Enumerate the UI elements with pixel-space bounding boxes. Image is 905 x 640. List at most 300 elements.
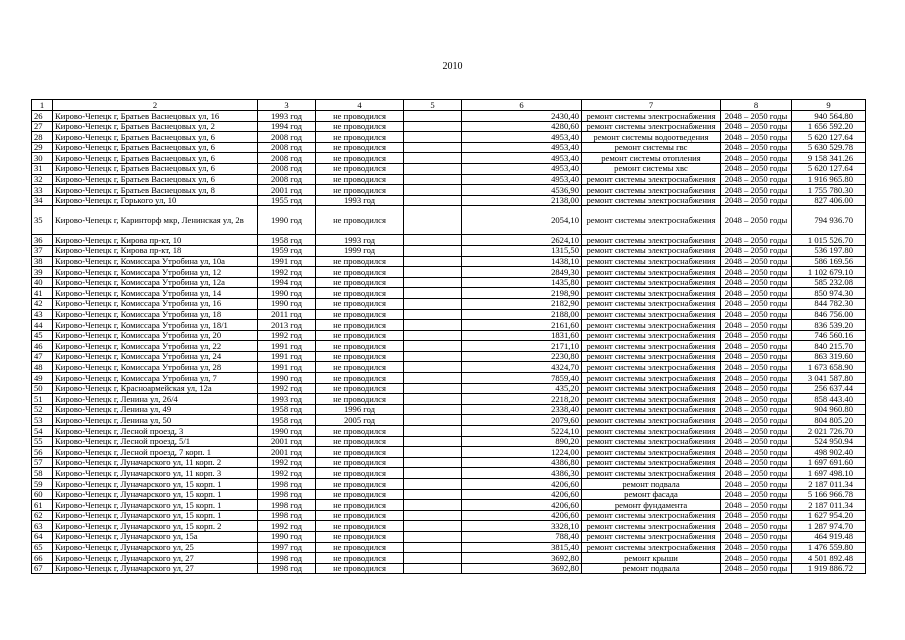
period-cell: 2048 – 2050 годы	[721, 457, 792, 468]
col-5-cell	[404, 404, 462, 415]
col-5-cell	[404, 373, 462, 384]
last-repair-year-cell: не проводился	[316, 163, 404, 174]
address-cell: Кирово-Чепецк г, Ленина ул, 26/4	[53, 394, 258, 405]
address-cell: Кирово-Чепецк г, Луначарского ул, 15 корп. 1	[53, 500, 258, 511]
area-cell: 4206,60	[462, 479, 582, 490]
address-cell: Кирово-Чепецк г, Лесной проезд, 3	[53, 426, 258, 437]
table-row	[32, 457, 866, 468]
cost-cell: 827 406.00	[792, 195, 866, 206]
col-5-cell	[404, 436, 462, 447]
cost-cell: 585 232.08	[792, 277, 866, 288]
row-number-cell: 56	[32, 447, 53, 458]
work-type-cell: ремонт системы электроснабжения	[582, 447, 721, 458]
last-repair-year-cell: 1999 год	[316, 245, 404, 256]
build-year-cell: 1991 год	[258, 362, 316, 373]
cost-cell: 1 673 658.90	[792, 362, 866, 373]
row-number-cell: 63	[32, 521, 53, 532]
table-row	[32, 362, 866, 373]
table-row	[32, 553, 866, 564]
area-cell: 4386,30	[462, 468, 582, 479]
row-number-cell: 47	[32, 351, 53, 362]
col-5-cell	[404, 320, 462, 331]
cost-cell: 1 102 679.10	[792, 267, 866, 278]
build-year-cell: 1955 год	[258, 195, 316, 206]
last-repair-year-cell: не проводился	[316, 531, 404, 542]
col-5-cell	[404, 521, 462, 532]
last-repair-year-cell: 1993 год	[316, 235, 404, 246]
row-number-cell: 54	[32, 426, 53, 437]
row-number-cell: 37	[32, 245, 53, 256]
cost-cell: 1 656 592.20	[792, 121, 866, 132]
work-type-cell: ремонт системы электроснабжения	[582, 394, 721, 405]
address-cell: Кирово-Чепецк г, Комиссара Утробина ул, 12	[53, 267, 258, 278]
area-cell: 1224,00	[462, 447, 582, 458]
last-repair-year-cell: не проводился	[316, 341, 404, 352]
address-cell: Кирово-Чепецк г, Луначарского ул, 15а	[53, 531, 258, 542]
work-type-cell: ремонт системы электроснабжения	[582, 341, 721, 352]
build-year-cell: 1994 год	[258, 277, 316, 288]
table-row	[32, 383, 866, 394]
period-cell: 2048 – 2050 годы	[721, 447, 792, 458]
address-cell: Кирово-Чепецк г, Комиссара Утробина ул, 22	[53, 341, 258, 352]
work-type-cell: ремонт системы электроснабжения	[582, 185, 721, 196]
work-type-cell: ремонт системы электроснабжения	[582, 521, 721, 532]
period-cell: 2048 – 2050 годы	[721, 468, 792, 479]
col-5-cell	[404, 510, 462, 521]
area-cell: 2079,60	[462, 415, 582, 426]
col-5-cell	[404, 383, 462, 394]
cost-cell: 2 021 726.70	[792, 426, 866, 437]
last-repair-year-cell: не проводился	[316, 447, 404, 458]
build-year-cell: 1998 год	[258, 489, 316, 500]
area-cell: 890,20	[462, 436, 582, 447]
last-repair-year-cell: не проводился	[316, 351, 404, 362]
work-type-cell: ремонт системы электроснабжения	[582, 309, 721, 320]
period-cell: 2048 – 2050 годы	[721, 404, 792, 415]
address-cell: Кирово-Чепецк г, Луначарского ул, 15 корп. 1	[53, 489, 258, 500]
address-cell: Кирово-Чепецк г, Братьев Васнецовых ул, 6	[53, 174, 258, 185]
build-year-cell: 1990 год	[258, 531, 316, 542]
work-type-cell: ремонт системы электроснабжения	[582, 267, 721, 278]
address-cell: Кирово-Чепецк г, Комиссара Утробина ул, 24	[53, 351, 258, 362]
col-5-cell	[404, 195, 462, 206]
period-cell: 2048 – 2050 годы	[721, 320, 792, 331]
address-cell: Кирово-Чепецк г, Комиссара Утробина ул, 7	[53, 373, 258, 384]
last-repair-year-cell: не проводился	[316, 500, 404, 511]
address-cell: Кирово-Чепецк г, Братьев Васнецовых ул, 6	[53, 163, 258, 174]
area-cell: 2218,20	[462, 394, 582, 405]
row-number-cell: 36	[32, 235, 53, 246]
area-cell: 2054,10	[462, 206, 582, 235]
period-cell: 2048 – 2050 годы	[721, 383, 792, 394]
col-5-cell	[404, 206, 462, 235]
row-number-cell: 55	[32, 436, 53, 447]
table-row	[32, 132, 866, 143]
address-cell: Кирово-Чепецк г, Луначарского ул, 15 корп. 2	[53, 521, 258, 532]
table-row	[32, 542, 866, 553]
cost-cell: 794 936.70	[792, 206, 866, 235]
work-type-cell: ремонт системы электроснабжения	[582, 235, 721, 246]
cost-cell: 1 919 886.72	[792, 563, 866, 574]
address-cell: Кирово-Чепецк г, Братьев Васнецовых ул, 8	[53, 185, 258, 196]
table-row	[32, 185, 866, 196]
build-year-cell: 2008 год	[258, 153, 316, 164]
last-repair-year-cell: не проводился	[316, 383, 404, 394]
address-cell: Кирово-Чепецк г, Комиссара Утробина ул, 28	[53, 362, 258, 373]
table-row	[32, 341, 866, 352]
last-repair-year-cell: не проводился	[316, 320, 404, 331]
address-cell: Кирово-Чепецк г, Луначарского ул, 27	[53, 563, 258, 574]
work-type-cell: ремонт системы электроснабжения	[582, 531, 721, 542]
area-cell: 2338,40	[462, 404, 582, 415]
build-year-cell: 1958 год	[258, 415, 316, 426]
area-cell: 1831,60	[462, 330, 582, 341]
area-cell: 4206,60	[462, 489, 582, 500]
row-number-cell: 57	[32, 457, 53, 468]
last-repair-year-cell: не проводился	[316, 142, 404, 153]
row-number-cell: 40	[32, 277, 53, 288]
last-repair-year-cell: не проводился	[316, 468, 404, 479]
area-cell: 4206,60	[462, 500, 582, 511]
period-cell: 2048 – 2050 годы	[721, 394, 792, 405]
row-number-cell: 52	[32, 404, 53, 415]
last-repair-year-cell: не проводился	[316, 277, 404, 288]
build-year-cell: 1990 год	[258, 373, 316, 384]
col-5-cell	[404, 153, 462, 164]
build-year-cell: 2013 год	[258, 320, 316, 331]
cost-cell: 858 443.40	[792, 394, 866, 405]
table-row	[32, 479, 866, 490]
cost-cell: 1 916 965.80	[792, 174, 866, 185]
col-5-cell	[404, 309, 462, 320]
period-cell: 2048 – 2050 годы	[721, 245, 792, 256]
last-repair-year-cell: не проводился	[316, 373, 404, 384]
cost-cell: 746 560.16	[792, 330, 866, 341]
row-number-cell: 34	[32, 195, 53, 206]
build-year-cell: 2001 год	[258, 436, 316, 447]
build-year-cell: 2008 год	[258, 142, 316, 153]
build-year-cell: 1992 год	[258, 330, 316, 341]
period-cell: 2048 – 2050 годы	[721, 277, 792, 288]
row-number-cell: 44	[32, 320, 53, 331]
row-number-cell: 49	[32, 373, 53, 384]
address-cell: Кирово-Чепецк г, Луначарского ул, 11 корп. 2	[53, 457, 258, 468]
build-year-cell: 2008 год	[258, 174, 316, 185]
address-cell: Кирово-Чепецк г, Братьев Васнецовых ул, 6	[53, 142, 258, 153]
address-cell: Кирово-Чепецк г, Кирова пр-кт, 18	[53, 245, 258, 256]
last-repair-year-cell: не проводился	[316, 489, 404, 500]
table-row	[32, 500, 866, 511]
last-repair-year-cell: не проводился	[316, 267, 404, 278]
address-cell: Кирово-Чепецк г, Комиссара Утробина ул, 14	[53, 288, 258, 299]
work-type-cell: ремонт крыши	[582, 553, 721, 564]
table-row	[32, 373, 866, 384]
table-row	[32, 394, 866, 405]
work-type-cell: ремонт системы электроснабжения	[582, 121, 721, 132]
build-year-cell: 1990 год	[258, 426, 316, 437]
area-cell: 4953,40	[462, 142, 582, 153]
col-5-cell	[404, 185, 462, 196]
row-number-cell: 35	[32, 206, 53, 235]
period-cell: 2048 – 2050 годы	[721, 426, 792, 437]
work-type-cell: ремонт системы электроснабжения	[582, 362, 721, 373]
table-row	[32, 245, 866, 256]
area-cell: 1315,50	[462, 245, 582, 256]
period-cell: 2048 – 2050 годы	[721, 142, 792, 153]
period-cell: 2048 – 2050 годы	[721, 111, 792, 122]
address-cell: Кирово-Чепецк г, Лесной проезд, 5/1	[53, 436, 258, 447]
cost-cell: 1 015 526.70	[792, 235, 866, 246]
work-type-cell: ремонт системы электроснабжения	[582, 542, 721, 553]
table-body	[32, 100, 866, 574]
page-number: 2010	[442, 61, 463, 72]
col-5-cell	[404, 132, 462, 143]
last-repair-year-cell: не проводился	[316, 153, 404, 164]
column-number-cell: 4	[316, 100, 404, 111]
cost-cell: 256 637.44	[792, 383, 866, 394]
address-cell: Кирово-Чепецк г, Комиссара Утробина ул, 10а	[53, 256, 258, 267]
col-5-cell	[404, 415, 462, 426]
work-type-cell: ремонт системы электроснабжения	[582, 510, 721, 521]
table-row	[32, 163, 866, 174]
cost-cell: 1 755 780.30	[792, 185, 866, 196]
build-year-cell: 1998 год	[258, 510, 316, 521]
last-repair-year-cell: не проводился	[316, 309, 404, 320]
area-cell: 7859,40	[462, 373, 582, 384]
row-number-cell: 59	[32, 479, 53, 490]
period-cell: 2048 – 2050 годы	[721, 415, 792, 426]
area-cell: 4953,40	[462, 132, 582, 143]
work-type-cell: ремонт фасада	[582, 489, 721, 500]
last-repair-year-cell: не проводился	[316, 510, 404, 521]
work-type-cell: ремонт системы электроснабжения	[582, 330, 721, 341]
address-cell: Кирово-Чепецк г, Комиссара Утробина ул, 12а	[53, 277, 258, 288]
area-cell: 4206,60	[462, 510, 582, 521]
cost-cell: 2 187 011.34	[792, 479, 866, 490]
row-number-cell: 51	[32, 394, 53, 405]
last-repair-year-cell: не проводился	[316, 563, 404, 574]
area-cell: 3692,80	[462, 553, 582, 564]
table-row	[32, 298, 866, 309]
period-cell: 2048 – 2050 годы	[721, 132, 792, 143]
build-year-cell: 2008 год	[258, 163, 316, 174]
work-type-cell: ремонт системы электроснабжения	[582, 174, 721, 185]
period-cell: 2048 – 2050 годы	[721, 362, 792, 373]
area-cell: 1438,10	[462, 256, 582, 267]
address-cell: Кирово-Чепецк г, Комиссара Утробина ул, 18	[53, 309, 258, 320]
column-number-cell: 5	[404, 100, 462, 111]
build-year-cell: 1990 год	[258, 206, 316, 235]
period-cell: 2048 – 2050 годы	[721, 489, 792, 500]
cost-cell: 5 620 127.64	[792, 132, 866, 143]
work-type-cell: ремонт системы электроснабжения	[582, 404, 721, 415]
last-repair-year-cell: не проводился	[316, 132, 404, 143]
last-repair-year-cell: не проводился	[316, 288, 404, 299]
address-cell: Кирово-Чепецк г, Луначарского ул, 25	[53, 542, 258, 553]
period-cell: 2048 – 2050 годы	[721, 341, 792, 352]
table-row	[32, 235, 866, 246]
area-cell: 4324,70	[462, 362, 582, 373]
build-year-cell: 2011 год	[258, 309, 316, 320]
col-5-cell	[404, 553, 462, 564]
cost-cell: 464 919.48	[792, 531, 866, 542]
row-number-cell: 45	[32, 330, 53, 341]
column-number-cell: 1	[32, 100, 53, 111]
address-cell: Кирово-Чепецк г, Комиссара Утробина ул, 20	[53, 330, 258, 341]
area-cell: 5224,10	[462, 426, 582, 437]
build-year-cell: 1994 год	[258, 121, 316, 132]
build-year-cell: 1997 год	[258, 542, 316, 553]
work-type-cell: ремонт системы электроснабжения	[582, 288, 721, 299]
last-repair-year-cell: не проводился	[316, 479, 404, 490]
last-repair-year-cell: не проводился	[316, 542, 404, 553]
row-number-cell: 67	[32, 563, 53, 574]
row-number-cell: 64	[32, 531, 53, 542]
area-cell: 3815,40	[462, 542, 582, 553]
row-number-cell: 61	[32, 500, 53, 511]
period-cell: 2048 – 2050 годы	[721, 235, 792, 246]
work-type-cell: ремонт системы электроснабжения	[582, 111, 721, 122]
col-5-cell	[404, 447, 462, 458]
table-row	[32, 510, 866, 521]
address-cell: Кирово-Чепецк г, Братьев Васнецовых ул, 6	[53, 132, 258, 143]
table-row	[32, 267, 866, 278]
period-cell: 2048 – 2050 годы	[721, 500, 792, 511]
build-year-cell: 1990 год	[258, 288, 316, 299]
column-number-cell: 2	[53, 100, 258, 111]
row-number-cell: 48	[32, 362, 53, 373]
repair-schedule-table	[31, 99, 866, 574]
row-number-cell: 31	[32, 163, 53, 174]
table-row	[32, 320, 866, 331]
row-number-cell: 50	[32, 383, 53, 394]
period-cell: 2048 – 2050 годы	[721, 256, 792, 267]
table-row	[32, 277, 866, 288]
area-cell: 4386,80	[462, 457, 582, 468]
cost-cell: 840 215.70	[792, 341, 866, 352]
work-type-cell: ремонт системы электроснабжения	[582, 436, 721, 447]
cost-cell: 5 620 127.64	[792, 163, 866, 174]
work-type-cell: ремонт системы электроснабжения	[582, 383, 721, 394]
area-cell: 3692,80	[462, 563, 582, 574]
address-cell: Кирово-Чепецк г, Луначарского ул, 15 корп. 1	[53, 510, 258, 521]
table-row	[32, 436, 866, 447]
cost-cell: 1 287 974.70	[792, 521, 866, 532]
col-5-cell	[404, 394, 462, 405]
work-type-cell: ремонт системы электроснабжения	[582, 426, 721, 437]
last-repair-year-cell: не проводился	[316, 426, 404, 437]
build-year-cell: 1992 год	[258, 383, 316, 394]
cost-cell: 844 782.30	[792, 298, 866, 309]
row-number-cell: 33	[32, 185, 53, 196]
area-cell: 4953,40	[462, 153, 582, 164]
table-row	[32, 351, 866, 362]
area-cell: 2161,60	[462, 320, 582, 331]
column-number-cell: 7	[582, 100, 721, 111]
last-repair-year-cell: 1996 год	[316, 404, 404, 415]
build-year-cell: 2008 год	[258, 132, 316, 143]
address-cell: Кирово-Чепецк г, Луначарского ул, 11 корп. 3	[53, 468, 258, 479]
build-year-cell: 1992 год	[258, 267, 316, 278]
last-repair-year-cell: не проводился	[316, 521, 404, 532]
table-row	[32, 531, 866, 542]
table-row	[32, 256, 866, 267]
table-row	[32, 489, 866, 500]
period-cell: 2048 – 2050 годы	[721, 298, 792, 309]
table-row	[32, 121, 866, 132]
row-number-cell: 58	[32, 468, 53, 479]
period-cell: 2048 – 2050 годы	[721, 153, 792, 164]
col-5-cell	[404, 341, 462, 352]
cost-cell: 586 169.56	[792, 256, 866, 267]
build-year-cell: 1992 год	[258, 457, 316, 468]
build-year-cell: 1993 год	[258, 394, 316, 405]
col-5-cell	[404, 277, 462, 288]
cost-cell: 5 166 966.78	[792, 489, 866, 500]
col-5-cell	[404, 542, 462, 553]
work-type-cell: ремонт системы электроснабжения	[582, 298, 721, 309]
area-cell: 2188,00	[462, 309, 582, 320]
work-type-cell: ремонт фундамента	[582, 500, 721, 511]
cost-cell: 2 187 011.34	[792, 500, 866, 511]
row-number-cell: 28	[32, 132, 53, 143]
work-type-cell: ремонт системы электроснабжения	[582, 415, 721, 426]
period-cell: 2048 – 2050 годы	[721, 479, 792, 490]
col-5-cell	[404, 267, 462, 278]
area-cell: 2198,90	[462, 288, 582, 299]
area-cell: 2182,90	[462, 298, 582, 309]
area-cell: 4953,40	[462, 163, 582, 174]
row-number-cell: 27	[32, 121, 53, 132]
table-row	[32, 563, 866, 574]
build-year-cell: 2001 год	[258, 447, 316, 458]
address-cell: Кирово-Чепецк г, Ленина ул, 49	[53, 404, 258, 415]
col-5-cell	[404, 457, 462, 468]
area-cell: 2230,80	[462, 351, 582, 362]
col-5-cell	[404, 330, 462, 341]
table-row	[32, 288, 866, 299]
period-cell: 2048 – 2050 годы	[721, 174, 792, 185]
period-cell: 2048 – 2050 годы	[721, 163, 792, 174]
build-year-cell: 1998 год	[258, 479, 316, 490]
build-year-cell: 1959 год	[258, 245, 316, 256]
last-repair-year-cell: не проводился	[316, 256, 404, 267]
period-cell: 2048 – 2050 годы	[721, 185, 792, 196]
last-repair-year-cell: не проводился	[316, 185, 404, 196]
build-year-cell: 1958 год	[258, 235, 316, 246]
row-number-cell: 38	[32, 256, 53, 267]
table-row	[32, 153, 866, 164]
col-5-cell	[404, 563, 462, 574]
work-type-cell: ремонт системы электроснабжения	[582, 373, 721, 384]
table-row	[32, 111, 866, 122]
area-cell: 2849,30	[462, 267, 582, 278]
build-year-cell: 1998 год	[258, 563, 316, 574]
period-cell: 2048 – 2050 годы	[721, 121, 792, 132]
period-cell: 2048 – 2050 годы	[721, 436, 792, 447]
table-row	[32, 142, 866, 153]
period-cell: 2048 – 2050 годы	[721, 267, 792, 278]
cost-cell: 804 805.20	[792, 415, 866, 426]
build-year-cell: 1991 год	[258, 341, 316, 352]
period-cell: 2048 – 2050 годы	[721, 531, 792, 542]
table-row	[32, 415, 866, 426]
col-5-cell	[404, 288, 462, 299]
period-cell: 2048 – 2050 годы	[721, 521, 792, 532]
table-row	[32, 309, 866, 320]
build-year-cell: 1993 год	[258, 111, 316, 122]
period-cell: 2048 – 2050 годы	[721, 373, 792, 384]
